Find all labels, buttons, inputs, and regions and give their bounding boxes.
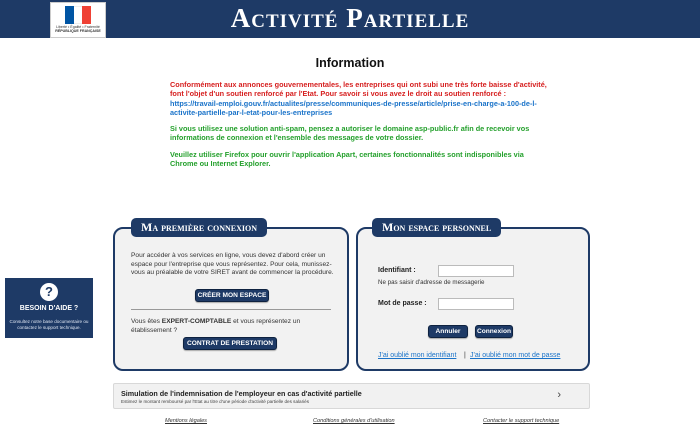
identifiant-label: Identifiant : [378,267,416,274]
cancel-button[interactable]: Annuler [428,325,468,338]
footer-support-link[interactable]: Contacter le support technique [483,418,560,424]
info-support-link[interactable]: https://travail-emploi.gouv.fr/actualites/presse/communiques-de-presse/article/prise-en-charge-a-100-de-l-activite-partielle-par-l-etat-pour-les-entreprises [170,98,537,117]
password-label: Mot de passe : [378,300,427,307]
accountant-bold: EXPERT-COMPTABLE [161,318,232,325]
info-antispam-notice: Si vous utilisez une solution anti-spam, pensez a autoriser le domaine asp-public.fr afin de recevoir vos informations de connexion et l'ensemble des messages de votre dossier. [170,124,530,143]
service-contract-button[interactable]: CONTRAT DE PRESTATION [183,337,277,350]
simulation-title: Simulation de l'indemnisation de l'employeur en cas d'activité partielle [121,389,362,398]
logo-republique: RÉPUBLIQUE FRANÇAISE [55,29,101,34]
info-red-text: Conformément aux annonces gouvernementales, les entreprises qui ont subi une très forte baisse d'activité, font l'objet d'un soutien renforcé par l'Etat. Pour savoir si vous avez le droit au soutien renforcé : [170,80,547,99]
logo-motto: Liberté • Égalité • Fraternité [56,25,100,29]
accountant-question [131,318,311,335]
first-connection-intro: Pour accéder à vos services en ligne, vous devez d'abord créer un espace pour l'entreprise que vous représentez. Pour cela, munissez-vous au préalable de votre SIRET avant de commencer la procédure. [131,252,334,277]
simulation-subtitle: Estimez le montant remboursé par l'Etat au titre d'une période d'activité partielle des salariés [121,399,310,404]
footer-terms-link[interactable]: Conditions générales d'utilisation [313,418,395,424]
forgot-password-link[interactable]: J'ai oublié mon mot de passe [470,352,561,359]
help-description: Consultez notre base documentaire ou contactez le support technique. [9,319,89,330]
info-red-notice [170,80,550,117]
info-firefox-notice: Veuillez utiliser Firefox pour ouvrir l'application Apart, certaines fonctionnalités sont indisponibles via Chrome ou Internet Explorer. [170,150,524,169]
forgot-separator: | [464,352,466,359]
accountant-suffix: et vous représentez un établissement ? [131,318,301,334]
info-title: Information [315,56,385,70]
first-connection-tab: Ma première connexion [131,218,267,237]
card-divider [131,309,331,310]
login-button[interactable]: Connexion [475,325,513,338]
forgot-identifiant-link[interactable]: J'ai oublié mon identifiant [378,352,457,359]
personal-space-tab: Mon espace personnel [372,218,501,237]
top-bar [0,0,700,38]
help-box[interactable] [5,278,93,338]
simulation-bar[interactable] [113,383,590,409]
create-space-button[interactable]: CRÉER MON ESPACE [195,289,269,302]
help-title: BESOIN D'AIDE ? [19,305,79,312]
question-mark-icon: ? [40,283,58,301]
accountant-prefix: Vous êtes [131,318,162,325]
footer-legal-link[interactable]: Mentions légales [165,418,207,424]
password-input[interactable] [438,298,514,310]
identifiant-input[interactable] [438,265,514,277]
chevron-right-icon: › [557,389,561,401]
app-title: Activité Partielle [230,3,470,33]
identifiant-hint: Ne pas saisir d'adresse de messagerie [378,279,485,286]
